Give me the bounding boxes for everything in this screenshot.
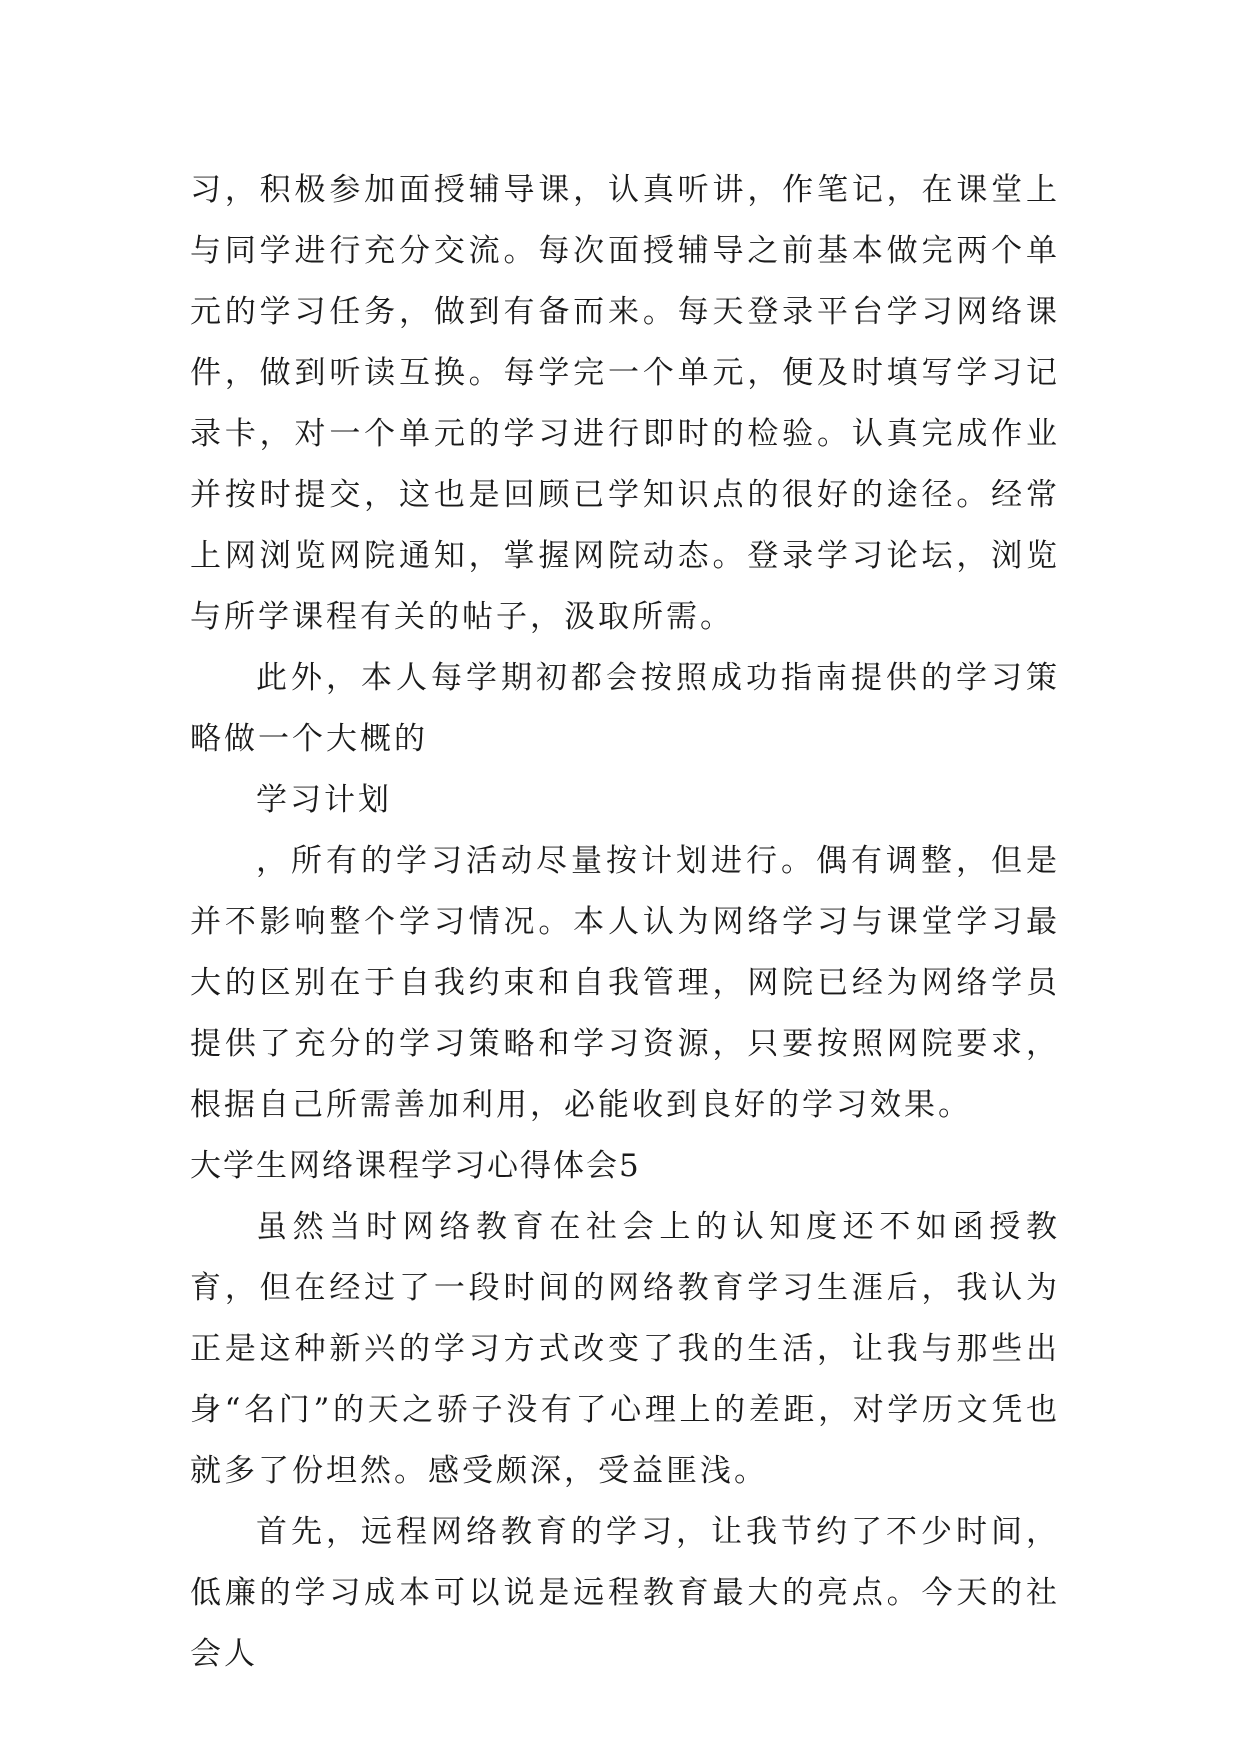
document-body [190, 160, 1060, 1685]
paragraph-study-plan-intro: 此外，本人每学期初都会按照成功指南提供的学习策略做一个大概的 [190, 660, 1060, 757]
paragraph-study-plan-body: ，所有的学习活动尽量按计划进行。偶有调整，但是并不影响整个学习情况。本人认为网络学习与课堂学习最大的区别在于自我约束和自我管理，网院已经为网络学员提供了充分的学习策略和学习资源，只要按照网院要求，根据自己所需善加利用，必能收到良好的学习效果。 [190, 843, 1060, 1123]
paragraph-continuation: 习，积极参加面授辅导课，认真听讲，作笔记，在课堂上与同学进行充分交流。每次面授辅导之前基本做完两个单元的学习任务，做到有备而来。每天登录平台学习网络课件，做到听读互换。每学完一个单元，便及时填写学习记录卡，对一个单元的学习进行即时的检验。认真完成作业并按时提交，这也是回顾已学知识点的很好的途径。经常上网浏览网院通知，掌握网院动态。登录学习论坛，浏览与所学课程有关的帖子，汲取所需。 [190, 172, 1060, 635]
section-heading: 大学生网络课程学习心得体会5 [190, 1148, 641, 1184]
paragraph-study-plan-label: 学习计划 [256, 782, 392, 818]
paragraph-firstly: 首先，远程网络教育的学习，让我节约了不少时间，低廉的学习成本可以说是远程教育最大的亮点。今天的社会人 [190, 1514, 1060, 1672]
paragraph-network-education: 虽然当时网络教育在社会上的认知度还不如函授教育，但在经过了一段时间的网络教育学习生涯后，我认为正是这种新兴的学习方式改变了我的生活，让我与那些出身“名门”的天之骄子没有了心理上的差距，对学历文凭也就多了份坦然。感受颇深，受益匪浅。 [190, 1209, 1060, 1489]
